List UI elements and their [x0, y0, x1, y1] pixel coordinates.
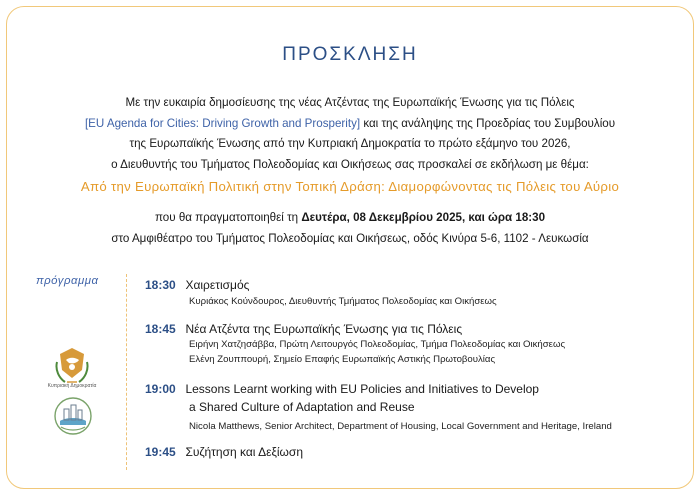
intro-line-2-rest: και της ανάληψης της Προεδρίας του Συμβουλίου	[360, 116, 616, 130]
cyprus-caption: Κυπριακή Δημοκρατία	[47, 383, 97, 389]
program-title-3: Lessons Learnt working with EU Policies and Initiatives to Develop	[185, 382, 539, 396]
program-time-2: 18:45	[145, 322, 176, 336]
urban-initiative-logo-icon	[52, 395, 94, 437]
event-when	[0, 208, 700, 249]
intro-line-3: της Ευρωπαϊκής Ένωσης από την Κυπριακή Δημοκρατία το πρώτο εξάμηνο του 2026,	[129, 137, 571, 150]
intro-line-4: ο Διευθυντής του Τμήματος Πολεοδομίας και Οικήσεως σας προσκαλεί σε εκδήλωση με θέμα:	[111, 157, 589, 171]
program-item-3	[145, 380, 612, 432]
program-item-1	[145, 276, 497, 307]
intro-text	[0, 93, 700, 175]
program-item-4	[145, 443, 303, 461]
program-speaker-2a: Ειρήνη Χατζησάββα, Πρώτη Λειτουργός Πολεοδομίας, Τμήμα Πολεοδομίας και Οικήσεως	[189, 339, 566, 350]
intro-line-2	[0, 114, 700, 135]
program-title-2: Νέα Ατζέντα της Ευρωπαϊκής Ένωσης για τις Πόλεις	[185, 322, 463, 336]
program-speaker-1a: Κυριάκος Κούνδουρος, Διευθυντής Τμήματος Πολεοδομίας και Οικήσεως	[189, 296, 497, 307]
program-speaker-3a: Nicola Matthews, Senior Architect, Department of Housing, Local Government and Heritage, Ireland	[189, 421, 612, 432]
event-date-time: Δευτέρα, 08 Δεκεμβρίου 2025, και ώρα 18:30	[301, 211, 546, 224]
program-time-3: 19:00	[145, 382, 176, 396]
program-item-2	[145, 320, 566, 365]
program-time-4: 19:45	[145, 445, 176, 459]
invitation-title: ΠΡΟΣΚΛΗΣΗ	[282, 44, 418, 65]
program-label: πρόγραμμα	[36, 275, 99, 287]
program-title-1: Χαιρετισμός	[185, 278, 250, 292]
program-divider	[126, 274, 127, 470]
eu-agenda-title: [EU Agenda for Cities: Driving Growth and Prosperity]	[84, 116, 361, 130]
event-date-line	[0, 208, 700, 229]
event-subject: Από την Ευρωπαϊκή Πολιτική στην Τοπική Δράση: Διαμορφώνοντας τις Πόλεις του Αύριο	[80, 179, 620, 194]
program-speaker-2b: Ελένη Ζουππουρή, Σημείο Επαφής Ευρωπαϊκής Αστικής Πρωτοβουλίας	[189, 354, 496, 365]
program-title-4: Συζήτηση και Δεξίωση	[185, 445, 303, 459]
event-venue: στο Αμφιθέατρο του Τμήματος Πολεοδομίας και Οικήσεως, οδός Κινύρα 5-6, 1102 - Λευκωσία	[111, 231, 589, 245]
intro-line-1: Με την ευκαιρία δημοσίευσης της νέας Ατζέντας της Ευρωπαϊκής Ένωσης για τις Πόλεις	[125, 96, 575, 109]
program-time-1: 18:30	[145, 278, 176, 292]
program-title-3-line2: a Shared Culture of Adaptation and Reuse	[189, 400, 415, 414]
date-prefix: που θα πραγματοποιηθεί τη	[154, 211, 302, 224]
